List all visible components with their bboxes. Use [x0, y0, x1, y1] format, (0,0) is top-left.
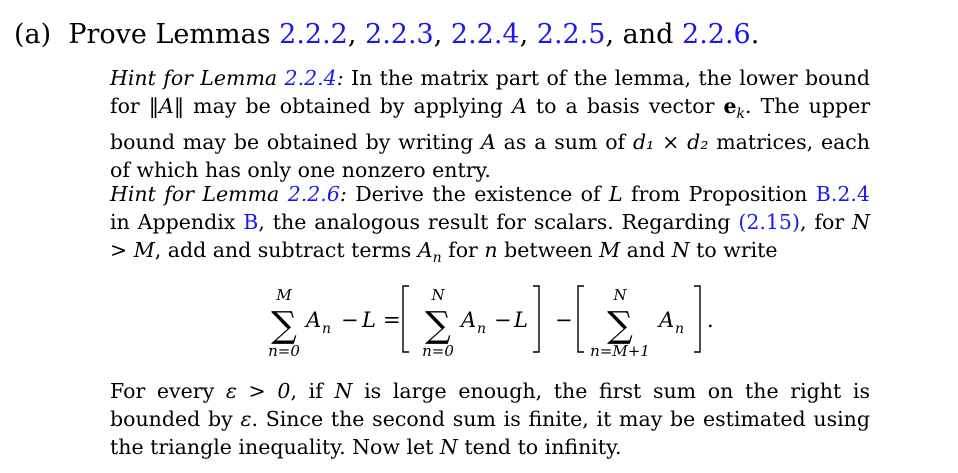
hint-text: , add and subtract terms — [154, 238, 418, 262]
lemma-link-2-2-2[interactable]: 2.2.2 — [279, 19, 348, 50]
hint-text: , for — [799, 210, 853, 234]
item-label: (a) — [14, 19, 52, 50]
math-A: A — [659, 308, 675, 332]
hint-colon: : — [339, 182, 347, 206]
basis-vector-e: e — [723, 94, 737, 118]
math-subscript: n — [432, 250, 442, 267]
display-equation — [0, 280, 958, 360]
math-condition: N > M — [110, 210, 870, 262]
math-epsilon-condition: ε > 0 — [225, 379, 291, 403]
matrix-dims: d₁ × d₂ — [632, 130, 709, 155]
hint-text: . The upper bound may be obtained by writing — [110, 94, 871, 155]
appendix-link-b[interactable]: B — [243, 210, 259, 234]
hint-text: In the matrix part of the lemma, the lower bound for — [110, 66, 870, 118]
math-subscript: n — [322, 321, 332, 337]
hint-text: may be obtained by applying — [184, 94, 513, 118]
separator: , — [519, 19, 537, 50]
equals-sign: = — [383, 308, 401, 332]
lemma-link-2-2-6[interactable]: 2.2.6 — [682, 19, 751, 50]
hint-text: to write — [689, 238, 778, 262]
basis-vector-subscript: k — [736, 106, 745, 123]
hint-lemma-2-2-4 — [110, 64, 870, 184]
math-M: M — [599, 238, 621, 262]
hint-lemma-link-2-2-6[interactable]: 2.2.6 — [287, 182, 340, 206]
matrix-norm: ‖A‖ — [148, 94, 185, 118]
hint-text: Derive the existence of — [346, 182, 609, 206]
math-epsilon: ε — [240, 407, 252, 431]
math-N: N — [671, 238, 690, 262]
minus-sign: − — [555, 308, 573, 332]
math-n: n — [484, 238, 498, 262]
exercise-item-a — [14, 18, 759, 52]
sigma-icon: ∑ — [607, 305, 633, 346]
hint-prefix: Hint for Lemma — [110, 66, 278, 90]
hint-text: as a sum of — [495, 130, 633, 155]
sigma-icon: ∑ — [425, 305, 451, 346]
period: . — [707, 308, 714, 332]
math-N: N — [334, 379, 353, 403]
closing-paragraph — [110, 377, 870, 461]
hint-text: between — [497, 238, 600, 262]
math-N: N — [439, 435, 458, 459]
hint-prefix: Hint for Lemma — [110, 182, 280, 206]
sum2-upper: N — [431, 286, 445, 304]
hint-text: matrices, each of which has only one nonzero entry. — [110, 130, 870, 183]
sum2-lower: n=0 — [422, 342, 454, 360]
lemma-link-2-2-4[interactable]: 2.2.4 — [450, 19, 520, 50]
sum1-lower: n=0 — [268, 342, 300, 360]
left-bracket — [578, 286, 584, 352]
closing-text: is large enough, the first sum on the right is bounded by — [110, 379, 870, 431]
math-subscript: n — [477, 321, 487, 337]
right-bracket — [694, 286, 700, 352]
right-bracket — [533, 286, 539, 352]
period: . — [750, 19, 760, 50]
hint-colon: : — [336, 66, 344, 90]
separator-and: , and — [605, 19, 683, 50]
sum3-lower: n=M+1 — [590, 342, 650, 360]
item-prove-text: Prove Lemmas — [68, 19, 271, 50]
separator: , — [433, 19, 451, 50]
sigma-icon: ∑ — [271, 305, 297, 346]
hint-text: to a basis vector — [526, 94, 724, 118]
math-A: A — [512, 94, 527, 118]
equation-link-2-15[interactable]: (2.15) — [738, 210, 800, 234]
lemma-link-2-2-5[interactable]: 2.2.5 — [536, 19, 606, 50]
math-A: A — [461, 308, 477, 332]
sum1-upper: M — [276, 286, 292, 304]
hint-lemma-link-2-2-4[interactable]: 2.2.4 — [284, 66, 337, 90]
math-A: A — [481, 130, 496, 155]
hint-text: from Proposition — [622, 182, 816, 206]
closing-text: For every — [110, 379, 226, 403]
closing-text: , if — [290, 379, 335, 403]
math-A: A — [417, 238, 433, 262]
math-subscript: n — [675, 321, 685, 337]
minus-sign: − — [494, 308, 512, 332]
hint-lemma-2-2-6 — [110, 180, 870, 272]
proposition-link-b-2-4[interactable]: B.2.4 — [815, 182, 870, 206]
hint-text: for — [441, 238, 485, 262]
left-bracket — [403, 286, 409, 352]
closing-text: tend to infinity. — [457, 435, 622, 459]
hint-text: , the analogous result for scalars. Regarding — [258, 210, 739, 234]
math-L: L — [514, 308, 528, 332]
closing-text: . Since the second sum is finite, it may be estimated using the triangle inequality. Now let — [110, 407, 870, 459]
hint-text: in Appendix — [110, 210, 244, 234]
lemma-link-2-2-3[interactable]: 2.2.3 — [365, 19, 434, 50]
math-L: L — [362, 308, 376, 332]
minus-sign: − — [341, 308, 359, 332]
sum3-upper: N — [613, 286, 627, 304]
hint-text: and — [620, 238, 672, 262]
math-A: A — [306, 308, 322, 332]
separator: , — [347, 19, 366, 50]
math-L: L — [608, 182, 623, 206]
